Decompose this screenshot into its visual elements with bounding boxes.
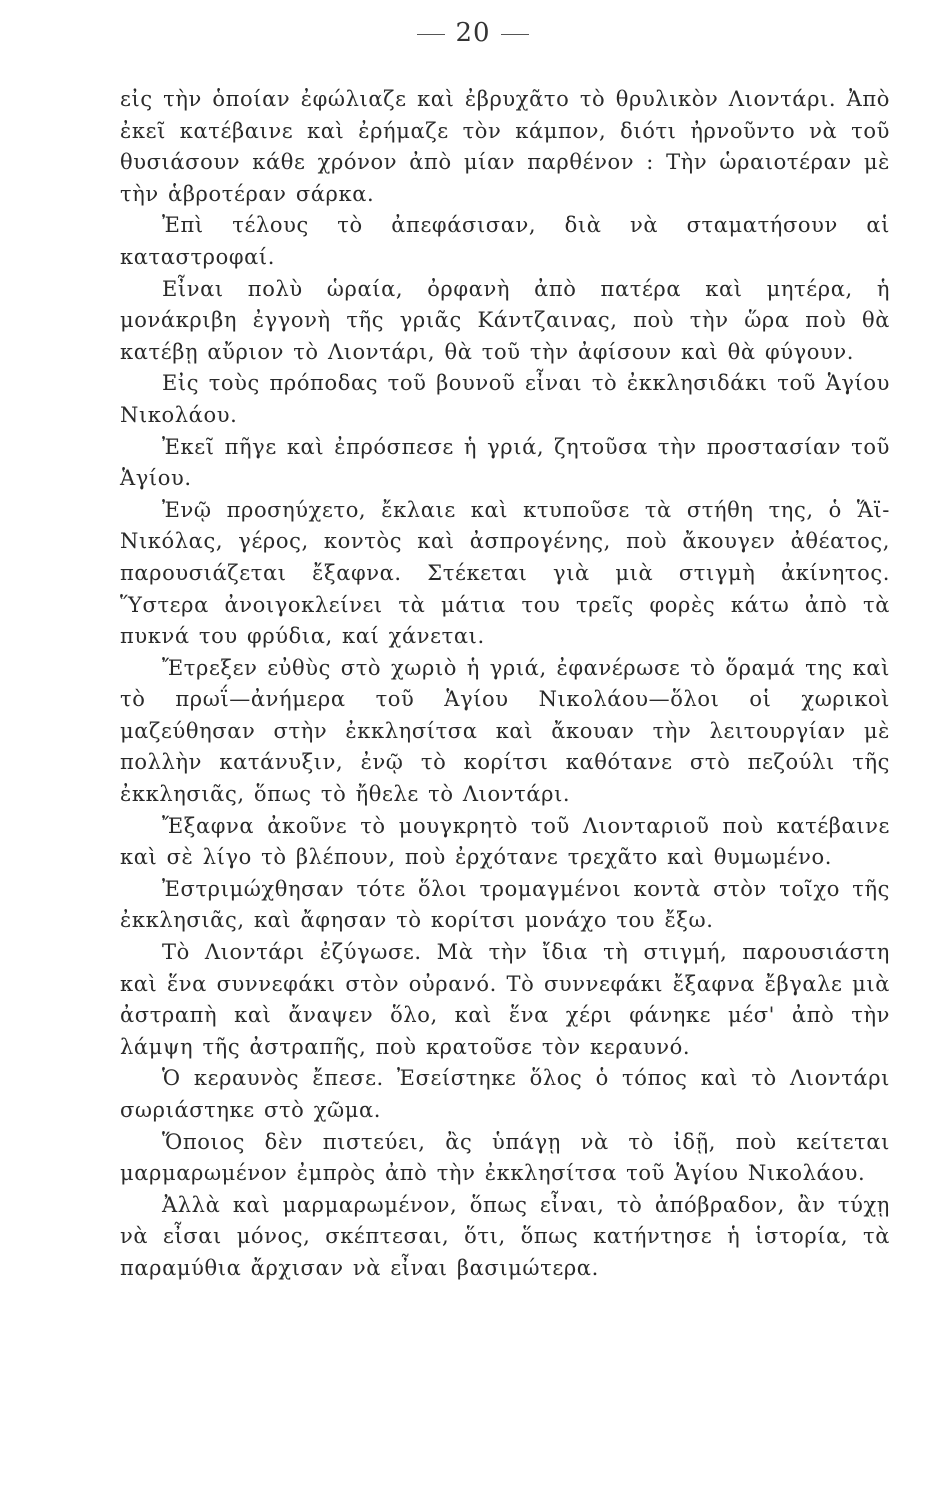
- page-number: 20: [455, 18, 491, 48]
- body-text: [120, 84, 890, 1285]
- page-header: [0, 18, 946, 48]
- paragraph: Εἰς τοὺς πρόποδας τοῦ βουνοῦ εἶναι τὸ ἐκκλησιδάκι τοῦ Ἁγίου Νικολάου.: [120, 371, 890, 427]
- left-dash: [417, 34, 445, 35]
- paragraph: Ἐκεῖ πῆγε καὶ ἐπρόσπεσε ἡ γριά, ζητοῦσα τὴν προστασίαν τοῦ Ἁγίου.: [120, 434, 890, 491]
- paragraph: Ἀλλὰ καὶ μαρμαρωμένον, ὅπως εἶναι, τὸ ἀπόβραδον, ἂν τύχῃ νὰ εἶσαι μόνος, σκέπτεσαι, ὅτι, ὅπως κατήντησε ἡ ἱστορία, τὰ παραμύθια ἄρχισαν νὰ εἶναι βασιμώτερα.: [120, 1192, 890, 1280]
- paragraph: Ἐστριμώχθησαν τότε ὅλοι τρομαγμένοι κοντὰ στὸν τοῖχο τῆς ἐκκλησιᾶς, καὶ ἄφησαν τὸ κορίτσι μονάχο του ἔξω.: [120, 876, 890, 933]
- paragraph: Τὸ Λιοντάρι ἐζύγωσε. Μὰ τὴν ἴδια τὴ στιγμή, παρουσιάστη καὶ ἕνα συννεφάκι στὸν οὐρανό. Τὸ συννεφάκι ἔξαφνα ἔβγαλε μιὰ ἀστραπὴ καὶ ἄναψεν ὅλο, καὶ ἕνα χέρι φάνηκε μέσ' ἀπὸ τὴν λάμψη τῆς ἀστραπῆς, ποὺ κρατοῦσε τὸν κεραυνό.: [120, 940, 890, 1059]
- paragraph: Ἐπὶ τέλους τὸ ἀπεφάσισαν, διὰ νὰ σταματήσουν αἱ καταστροφαί.: [120, 213, 890, 269]
- paragraph: Ὁ κεραυνὸς ἔπεσε. Ἐσείστηκε ὅλος ὁ τόπος καὶ τὸ Λιοντάρι σωριάστηκε στὸ χῶμα.: [120, 1066, 890, 1122]
- paragraph: Ἐνῷ προσηύχετο, ἔκλαιε καὶ κτυποῦσε τὰ στήθη της, ὁ Ἅϊ-Νικόλας, γέρος, κοντὸς καὶ ἀσπρογένης, ποὺ ἄκουγεν ἀθέατος, παρουσιάζεται ἔξαφνα. Στέκεται γιὰ μιὰ στιγμὴ ἀκίνητος. Ὕστερα ἀνοιγοκλείνει τὰ μάτια του τρεῖς φορὲς κάτω ἀπὸ τὰ πυκνά του φρύδια, καί χάνεται.: [120, 497, 890, 649]
- paragraph: Ἔξαφνα ἀκοῦνε τὸ μουγκρητὸ τοῦ Λιονταριοῦ ποὺ κατέβαινε καὶ σὲ λίγο τὸ βλέπουν, ποὺ ἐρχότανε τρεχᾶτο καὶ θυμωμένο.: [120, 813, 890, 870]
- paragraph: Εἶναι πολὺ ὡραία, ὀρφανὴ ἀπὸ πατέρα καὶ μητέρα, ἡ μονάκριβη ἐγγονὴ τῆς γριᾶς Κάντζαινας, ποὺ τὴν ὥρα ποὺ θὰ κατέβῃ αὔριον τὸ Λιοντάρι, θὰ τοῦ τὴν ἀφίσουν καὶ θὰ φύγουν.: [120, 276, 890, 364]
- paragraph: εἰς τὴν ὁποίαν ἐφώλιαζε καὶ ἐβρυχᾶτο τὸ θρυλικὸν Λιοντάρι. Ἀπὸ ἐκεῖ κατέβαινε καὶ ἐρήμαζε τὸν κάμπον, διότι ἠρνοῦντο νὰ τοῦ θυσιάσουν κάθε χρόνον ἀπὸ μίαν παρθένον : Τὴν ὡραιοτέραν μὲ τὴν ἁβροτέραν σάρκα.: [120, 87, 890, 206]
- paragraph: Ἔτρεξεν εὐθὺς στὸ χωριὸ ἡ γριά, ἐφανέρωσε τὸ ὅραμά της καὶ τὸ πρωΐ—ἀνήμερα τοῦ Ἁγίου Νικολάου—ὅλοι οἱ χωρικοὶ μαζεύθησαν στὴν ἐκκλησίτσα καὶ ἄκουαν τὴν λειτουργίαν μὲ πολλὴν κατάνυξιν, ἐνῷ τὸ κορίτσι καθότανε στὸ πεζούλι τῆς ἐκκλησιᾶς, ὅπως τὸ ἤθελε τὸ Λιοντάρι.: [120, 655, 890, 807]
- paragraph: Ὅποιος δὲν πιστεύει, ἂς ὑπάγῃ νὰ τὸ ἰδῇ, ποὺ κείτεται μαρμαρωμένον ἐμπρὸς ἀπὸ τὴν ἐκκλησίτσα τοῦ Ἁγίου Νικολάου.: [120, 1129, 890, 1186]
- right-dash: [501, 34, 529, 35]
